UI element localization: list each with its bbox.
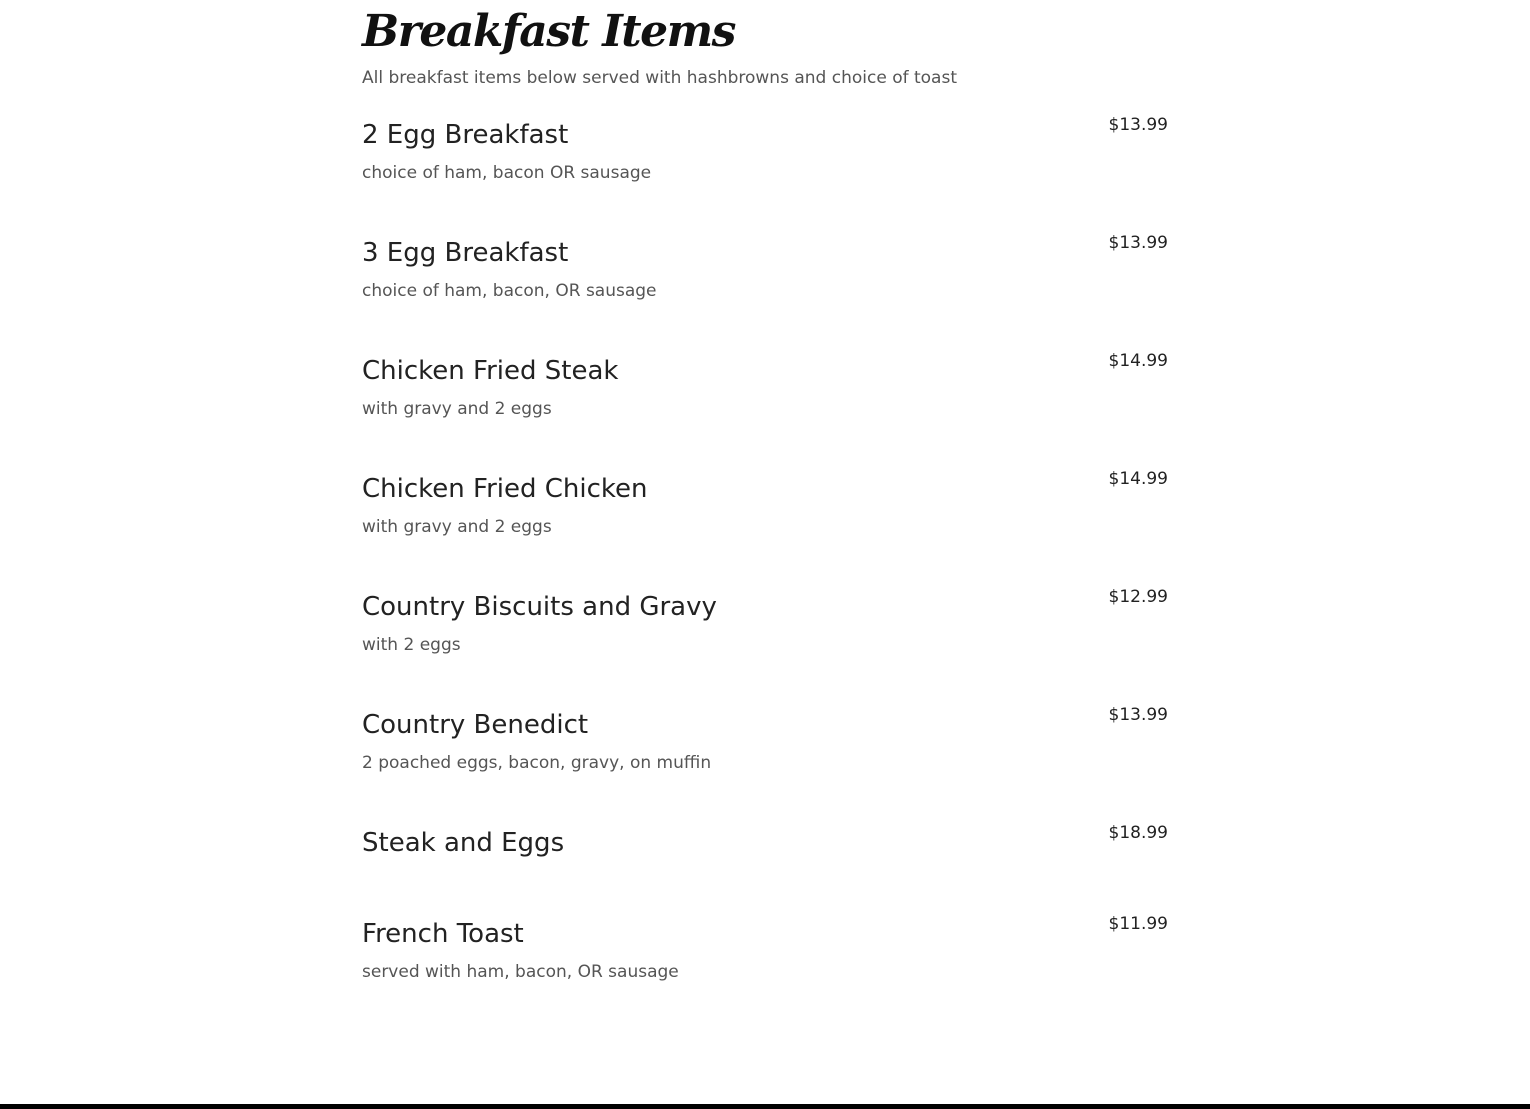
- item-description: 2 poached eggs, bacon, gravy, on muffin: [362, 753, 712, 773]
- item-description: served with ham, bacon, OR sausage: [362, 962, 679, 982]
- item-name: Chicken Fried Chicken: [362, 474, 648, 504]
- item-name: French Toast: [362, 919, 524, 949]
- item-name: 2 Egg Breakfast: [362, 120, 569, 150]
- item-price: $18.99: [1108, 823, 1168, 843]
- item-name: Country Biscuits and Gravy: [362, 592, 717, 622]
- item-price: $14.99: [1108, 469, 1168, 489]
- item-name: Steak and Eggs: [362, 828, 565, 858]
- section-title: Breakfast Items: [362, 6, 735, 57]
- item-description: with 2 eggs: [362, 635, 461, 655]
- item-description: with gravy and 2 eggs: [362, 399, 552, 419]
- item-description: with gravy and 2 eggs: [362, 517, 552, 537]
- item-name: Country Benedict: [362, 710, 589, 740]
- footer-divider: [0, 1104, 1530, 1109]
- item-name: Chicken Fried Steak: [362, 356, 619, 386]
- item-description: choice of ham, bacon OR sausage: [362, 163, 652, 183]
- section-subtitle: All breakfast items below served with hashbrowns and choice of toast: [362, 68, 957, 88]
- item-name: 3 Egg Breakfast: [362, 238, 569, 268]
- item-price: $14.99: [1108, 351, 1168, 371]
- item-price: $11.99: [1108, 914, 1168, 934]
- item-price: $13.99: [1108, 705, 1168, 725]
- item-price: $13.99: [1108, 233, 1168, 253]
- item-description: choice of ham, bacon, OR sausage: [362, 281, 657, 301]
- item-price: $12.99: [1108, 587, 1168, 607]
- item-price: $13.99: [1108, 115, 1168, 135]
